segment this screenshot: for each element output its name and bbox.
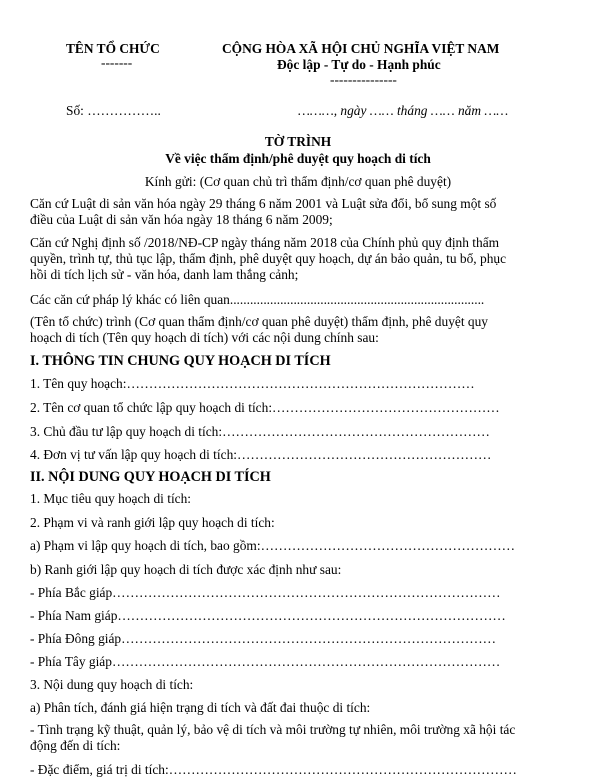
section-2-item: a) Phạm vi lập quy hoạch di tích, bao gồm:………………………………………………… [30,538,515,553]
section-2-item: - Đặc điểm, giá trị di tích:…………………………………………………………………… [30,762,517,777]
section-2-item: - Phía Đông giáp………………………………………………………………………… [30,631,497,646]
legal-basis-3: Các căn cứ pháp lý khác có liên quan............................................................................ [30,292,485,307]
recipient: Kính gửi: (Cơ quan chủ trì thẩm định/cơ quan phê duyệt) [144,174,452,189]
legal-basis-1: Căn cứ Luật di sản văn hóa ngày 29 tháng 6 năm 2001 và Luật sửa đổi, bổ sung một số điều của Luật di sản văn hóa ngày 18 tháng 6 năm 2009; [30,196,497,227]
document-date: ………, ngày …… tháng …… năm …… [298,103,509,118]
doc-title: TỜ TRÌNH [264,134,332,149]
section-1-item: 1. Tên quy hoạch:…………………………………………………………………… [30,376,475,391]
section-2-item: - Phía Bắc giáp…………………………………………………………………………… [30,585,501,600]
section-2-item: 1. Mục tiêu quy hoạch di tích: [30,491,192,506]
section-2-item: b) Ranh giới lập quy hoạch di tích được xác định như sau: [30,562,342,577]
motto: Độc lập - Tự do - Hạnh phúc [277,57,441,72]
legal-basis-2: Căn cứ Nghị định số /2018/NĐ-CP ngày tháng năm 2018 của Chính phủ quy định thẩm quyền, trình tự, thủ tục lập, thẩm định, phê duyệt quy hoạch, dự án bảo quản, tu bổ, phục hồi di tích lịch sử - văn hóa, danh lam thắng cảnh; [30,235,507,282]
section-2-item: 3. Nội dung quy hoạch di tích: [30,677,194,692]
section-2-item: - Phía Nam giáp…………………………………………………………………………… [30,608,506,623]
section-1-item: 2. Tên cơ quan tổ chức lập quy hoạch di tích:…………………………………………… [30,400,500,415]
org-name: TÊN TỔ CHỨC [66,41,160,56]
country-name: CỘNG HÒA XÃ HỘI CHỦ NGHĨA VIỆT NAM [222,41,500,56]
section-2-item: a) Phân tích, đánh giá hiện trạng di tích và đất đai thuộc di tích: [30,700,371,715]
motto-divider: --------------- [330,72,397,87]
section-1-item: 4. Đơn vị tư vấn lập quy hoạch di tích:………………………………………………… [30,447,492,462]
section-1-heading: I. THÔNG TIN CHUNG QUY HOẠCH DI TÍCH [30,353,331,369]
section-2-item: - Phía Tây giáp…………………………………………………………………………… [30,654,501,669]
section-2-item: - Tình trạng kỹ thuật, quản lý, bảo vệ di tích và môi trường tự nhiên, môi trường xã hội tác động đến di tích: [30,722,516,753]
doc-subject: Về việc thẩm định/phê duyệt quy hoạch di tích [165,151,431,166]
org-divider: ------- [101,55,133,70]
section-1-item: 3. Chủ đầu tư lập quy hoạch di tích:…………………………………………………… [30,424,490,439]
section-2-heading: II. NỘI DUNG QUY HOẠCH DI TÍCH [30,469,271,485]
section-2-item: 2. Phạm vi và ranh giới lập quy hoạch di tích: [30,515,275,530]
document-number: Số: …………….. [66,103,161,118]
submission-statement: (Tên tổ chức) trình (Cơ quan thẩm định/cơ quan phê duyệt) thẩm định, phê duyệt quy hoạch di tích (Tên quy hoạch di tích) với các nội dung chính sau: [30,314,488,345]
